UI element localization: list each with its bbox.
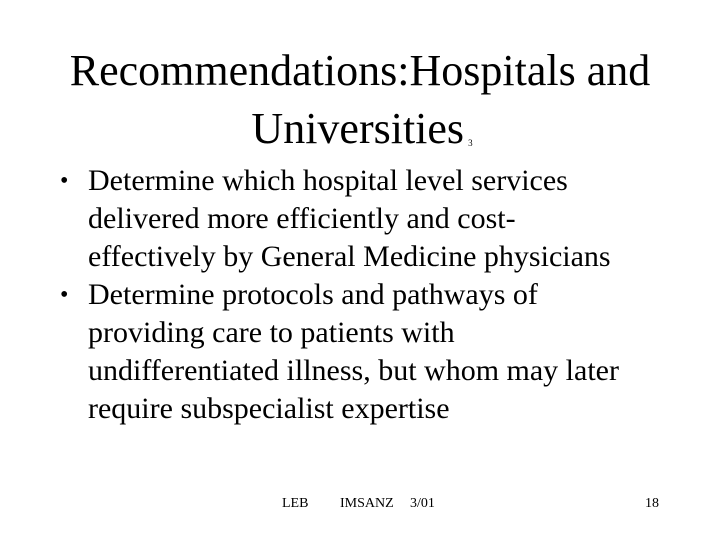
bullet-item-2 [60, 276, 700, 428]
title-line-1: Recommendations:Hospitals and [69, 46, 651, 95]
bullet-1-line-3: effectively by General Medicine physicians [88, 240, 611, 273]
bullet-2-line-4: require subspecialist expertise [88, 392, 450, 425]
bullet-2-line-3: undifferentiated illness, but whom may later [88, 354, 619, 387]
bullet-2-line-2: providing care to patients with [88, 316, 455, 349]
bullet-list [60, 162, 700, 428]
footer-organization: IMSANZ [340, 496, 394, 511]
bullet-1-line-1: Determine which hospital level services [88, 164, 568, 197]
title-superscript: 3 [468, 138, 473, 148]
bullet-marker: • [60, 282, 69, 308]
title-line-2 [40, 100, 680, 158]
bullet-marker: • [60, 168, 69, 194]
title-line-2-text: Universities [251, 104, 465, 153]
footer-date: 3/01 [410, 496, 435, 511]
footer-author: LEB [282, 496, 309, 511]
slide-title [40, 42, 680, 158]
bullet-2-line-1: Determine protocols and pathways of [88, 278, 538, 311]
footer-page-number: 18 [645, 496, 659, 511]
bullet-1-line-2: delivered more efficiently and cost- [88, 202, 516, 235]
bullet-item-1 [60, 162, 700, 276]
